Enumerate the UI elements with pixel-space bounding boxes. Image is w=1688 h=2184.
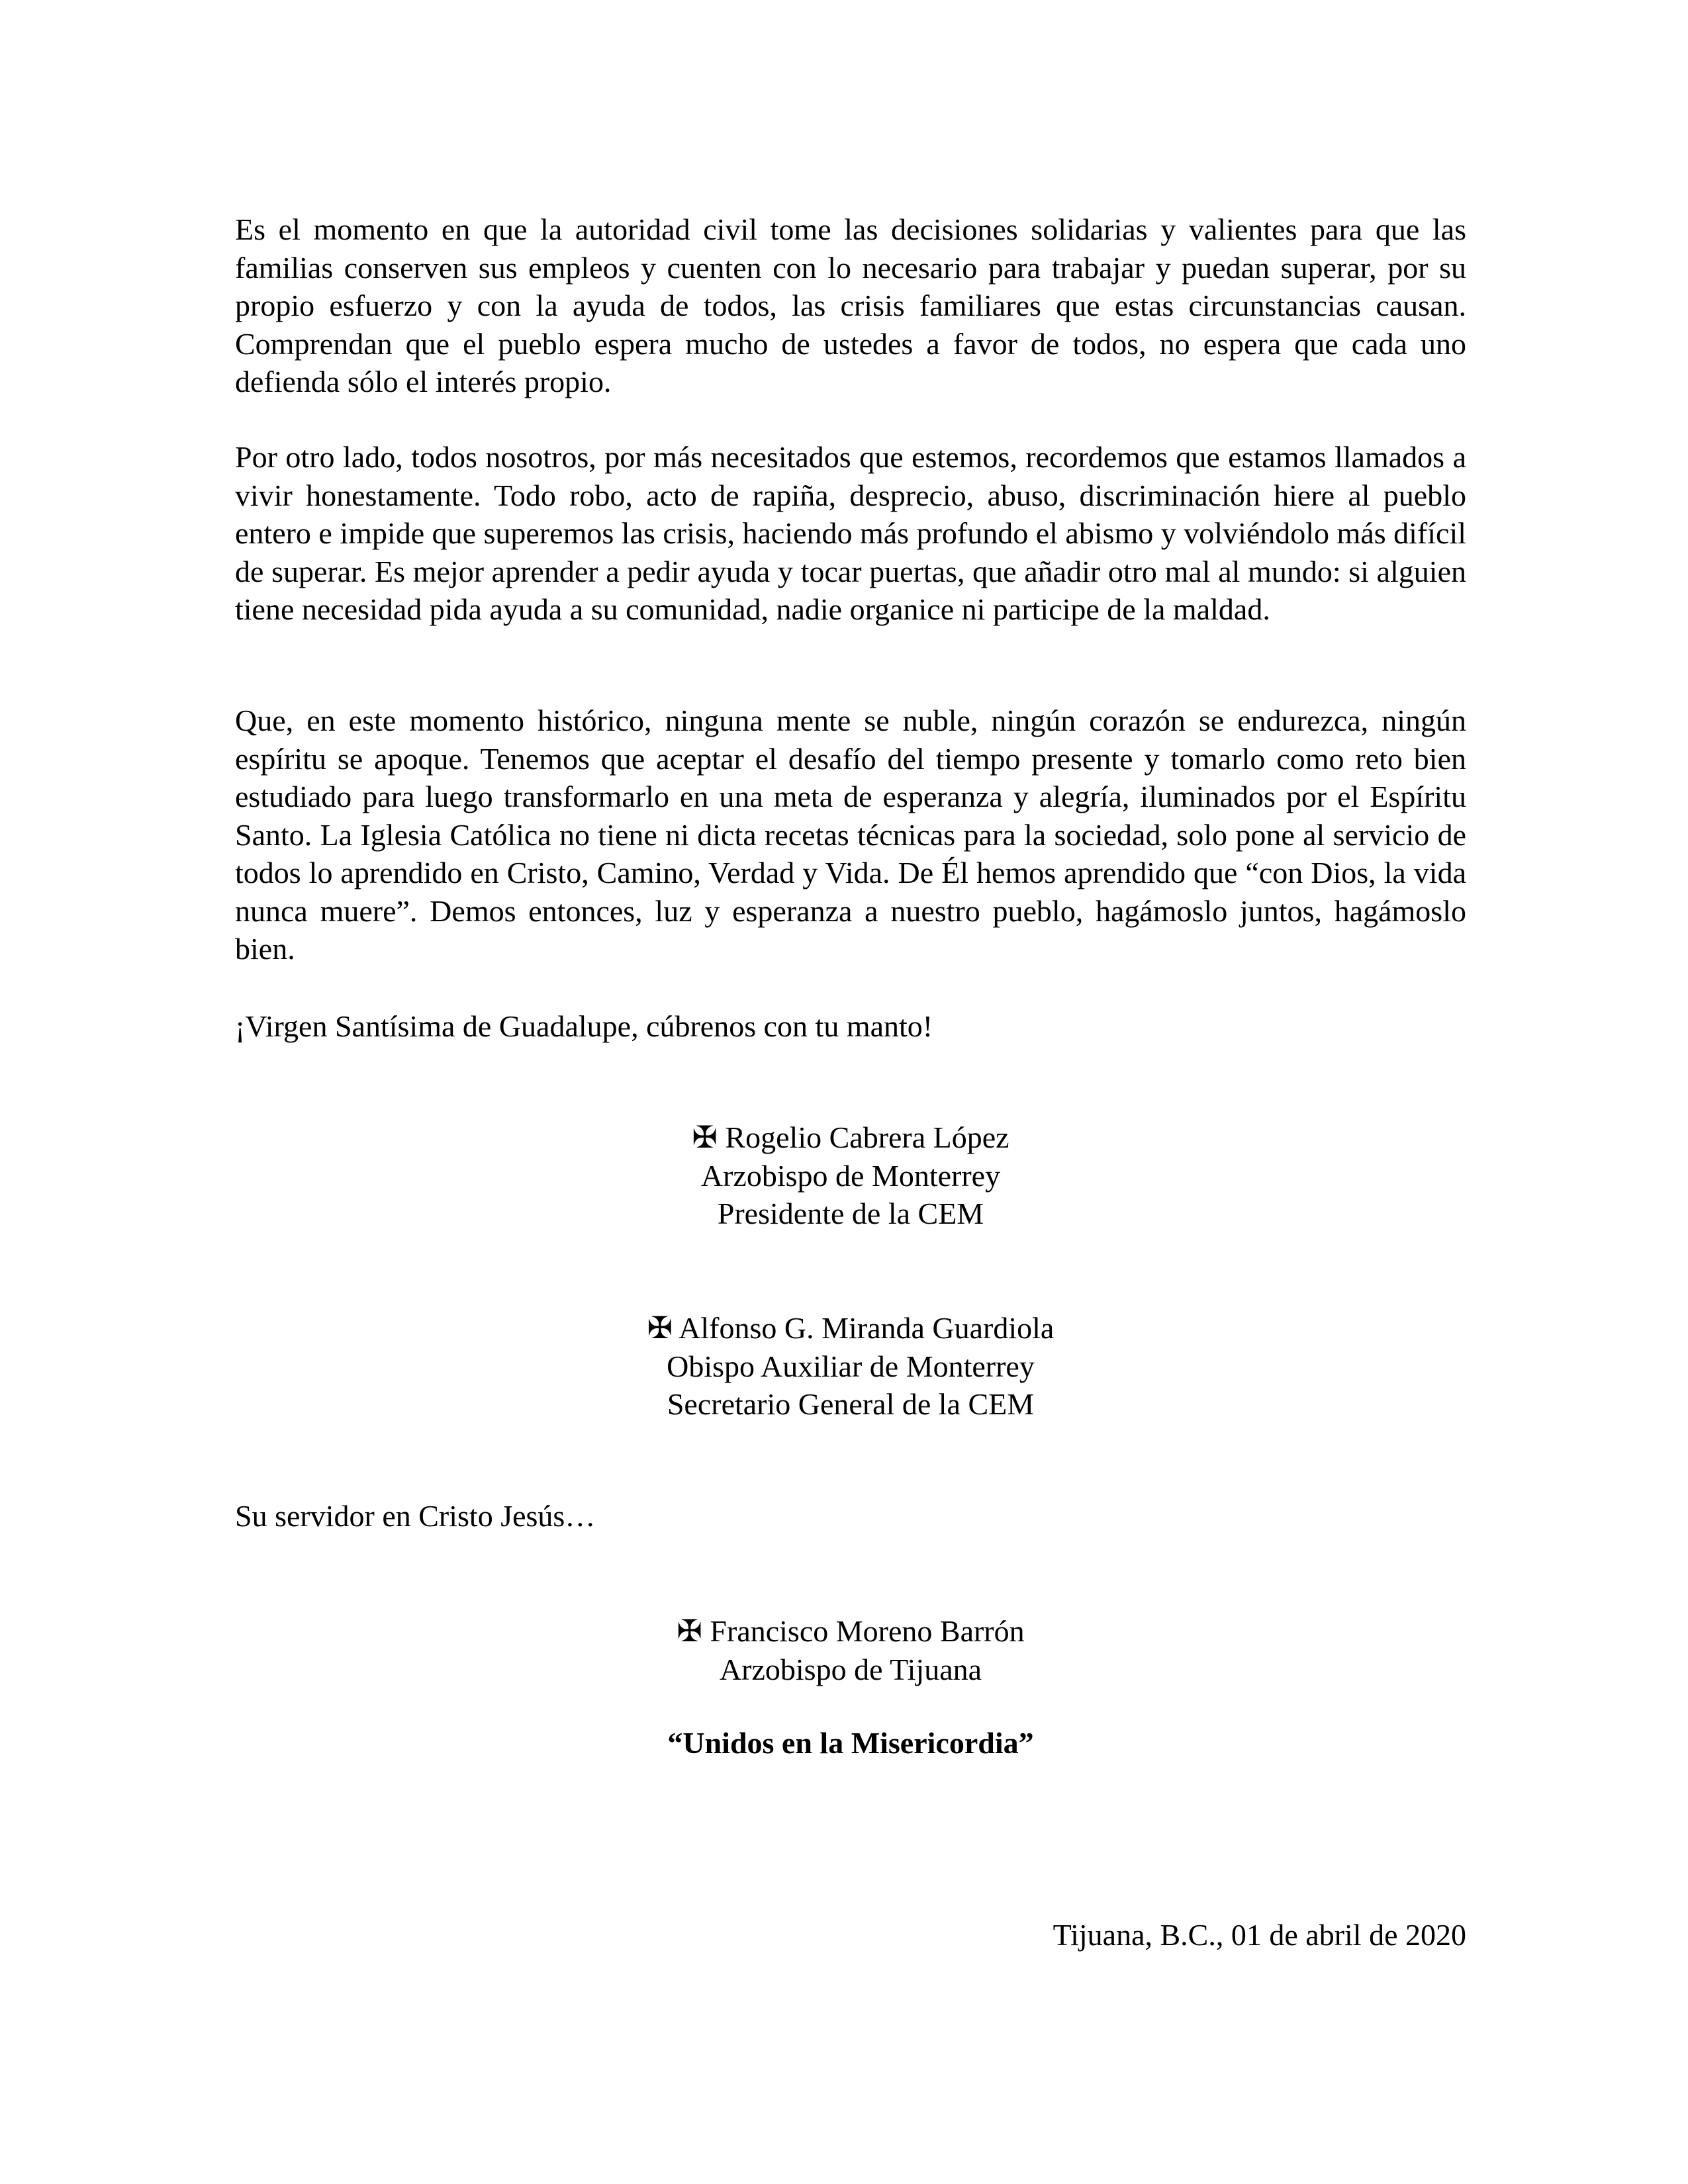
signatory-name: ✠ Rogelio Cabrera López [692, 1120, 1009, 1154]
signatory-role: Secretario General de la CEM [667, 1387, 1035, 1421]
signature-block-miranda [235, 1309, 1466, 1424]
motto: “Unidos en la Misericordia” [667, 1726, 1034, 1760]
closing-phrase: Su servidor en Cristo Jesús… [235, 1499, 596, 1533]
signatory-role: Obispo Auxiliar de Monterrey [667, 1349, 1035, 1383]
paragraph-historic-moment: Que, en este momento histórico, ninguna mente se nuble, ningún corazón se endurezca, ningún espíritu se apoque. Tenemos que aceptar el desafío del tiempo presente y tomarlo como reto bien estudiado para luego transformarlo en una meta de esperanza y alegría, iluminados por el Espíritu Santo. La Iglesia Católica no tiene ni dicta recetas técnicas para la sociedad, solo pone al servicio de todos lo aprendido en Cristo, Camino, Verdad y Vida. De Él hemos aprendido que “con Dios, la vida nunca muere”. Demos entonces, luz y esperanza a nuestro pueblo, hagámoslo juntos, hagámoslo bien. [235, 704, 1466, 966]
signatory-role: Arzobispo de Monterrey [700, 1158, 1001, 1193]
signatory-name: ✠ Alfonso G. Miranda Guardiola [647, 1311, 1055, 1345]
paragraph-virgin-invocation: ¡Virgen Santísima de Guadalupe, cúbrenos con tu manto! [235, 1009, 933, 1043]
paragraph-civil-authority: Es el momento en que la autoridad civil tome las decisiones solidarias y valientes para que las familias conserven sus empleos y cuenten con lo necesario para trabajar y puedan superar, por su propio esfuerzo y con la ayuda de todos, las crisis familiares que estas circunstancias causan. Comprendan que el pueblo espera mucho de ustedes a favor de todos, no espera que cada uno defienda sólo el interés propio. [235, 212, 1466, 398]
signature-block-moreno [235, 1612, 1466, 1688]
signature-block-cabrera [235, 1118, 1466, 1233]
paragraph-honesty: Por otro lado, todos nosotros, por más necesitados que estemos, recordemos que estamos llamados a vivir honestamente. Todo robo, acto de rapiña, desprecio, abuso, discriminación hiere al pueblo entero e impide que superemos las crisis, haciendo más profundo el abismo y volviéndolo más difícil de superar. Es mejor aprender a pedir ayuda y tocar puertas, que añadir otro mal al mundo: si alguien tiene necesidad pida ayuda a su comunidad, nadie organice ni participe de la maldad. [235, 440, 1467, 626]
signatory-name: ✠ Francisco Moreno Barrón [677, 1614, 1025, 1648]
place-date: Tijuana, B.C., 01 de abril de 2020 [1053, 1918, 1466, 1952]
signatory-role: Presidente de la CEM [717, 1197, 984, 1230]
signatory-role: Arzobispo de Tijuana [719, 1652, 982, 1686]
